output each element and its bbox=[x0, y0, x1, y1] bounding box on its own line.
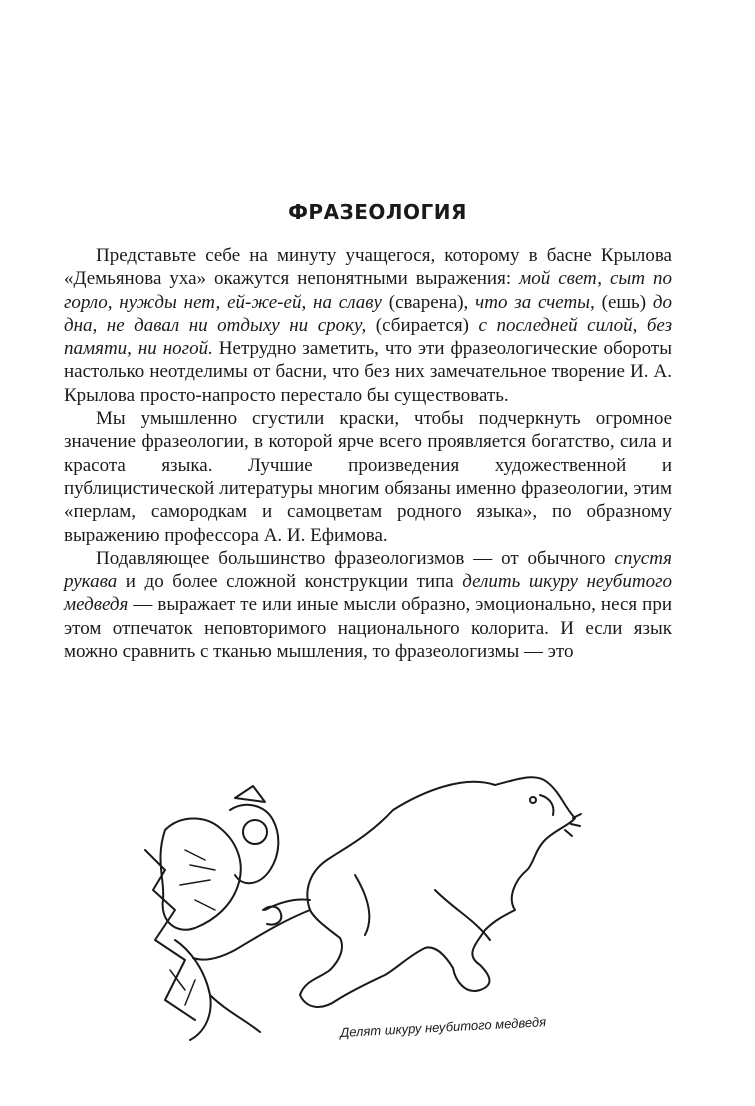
italic-phrase: что за счеты, bbox=[475, 291, 595, 313]
hunter-arm bbox=[193, 910, 310, 960]
text-run: (сварена), bbox=[381, 291, 476, 313]
paragraph-2: Мы умышленно сгустили краски, чтобы подчеркнуть огромное значение фразеологии, в которой ярче всего проявляется богатство, сила и красота языка. Лучшие произведения художественной и публицистической литературы многим обязаны именно фразеологии, этим «перлам, самородкам и самоцветам родного языка», по образному выражению профессора А. И. Ефимова. bbox=[64, 408, 672, 546]
text-run: и до более сложной конструкции типа bbox=[117, 571, 463, 593]
hunter-figure bbox=[145, 850, 195, 1020]
text-run: Подавляющее большинство фразеологизмов — от обычного bbox=[96, 547, 615, 569]
hunter-hand bbox=[263, 907, 281, 925]
bear-skin-leg bbox=[355, 875, 369, 935]
paragraph-1 bbox=[64, 244, 672, 407]
text-run: Представьте себе на минуту учащегося, которому в басне Крылова «Демьянова уха» окажутся непонятными выражения: bbox=[64, 245, 672, 290]
body-text bbox=[64, 244, 672, 663]
illustration-caption: Делят шкуру неубитого медведя bbox=[339, 1014, 547, 1040]
italic-phrase: спустя рукава bbox=[64, 547, 672, 593]
italic-phrase: до дна, не давал ни отдыху ни сроку, bbox=[64, 291, 673, 336]
bear-skin-leg bbox=[435, 890, 490, 940]
hunter-figure bbox=[175, 940, 260, 1040]
text-run: Нетрудно заметить, что эти фразеологические обороты настолько неотделимы от басни, что без них замечательное творение И. А. Крылова просто-напросто перестало бы существовать. bbox=[64, 338, 672, 406]
bear-eye bbox=[530, 797, 536, 803]
italic-phrase: делить шкуру неубитого медведя bbox=[64, 571, 672, 616]
text-run: (сбирается) bbox=[366, 314, 479, 336]
text-run: (ешь) bbox=[594, 291, 653, 313]
bear-head-snout bbox=[540, 795, 553, 815]
hunter-head bbox=[243, 820, 267, 844]
hunter-arm bbox=[265, 899, 310, 910]
bear-skin-illustration bbox=[135, 770, 595, 1070]
hunter-hat bbox=[235, 786, 265, 802]
paragraph-3 bbox=[64, 547, 672, 663]
italic-phrase: с последней силой, без памяти, ни ногой. bbox=[64, 314, 673, 360]
chapter-title: ФРАЗЕОЛОГИЯ bbox=[288, 200, 467, 224]
text-run: — выражает те или иные мысли образно, эмоционально, неся при этом отпечаток неповторимого национального колорита. И если язык можно сравнить с тканью мышления, то фразеологизмы — это bbox=[64, 594, 672, 663]
italic-phrase: мой свет, сыт по горло, нужды нет, ей-же-ей, на славу bbox=[64, 268, 672, 313]
